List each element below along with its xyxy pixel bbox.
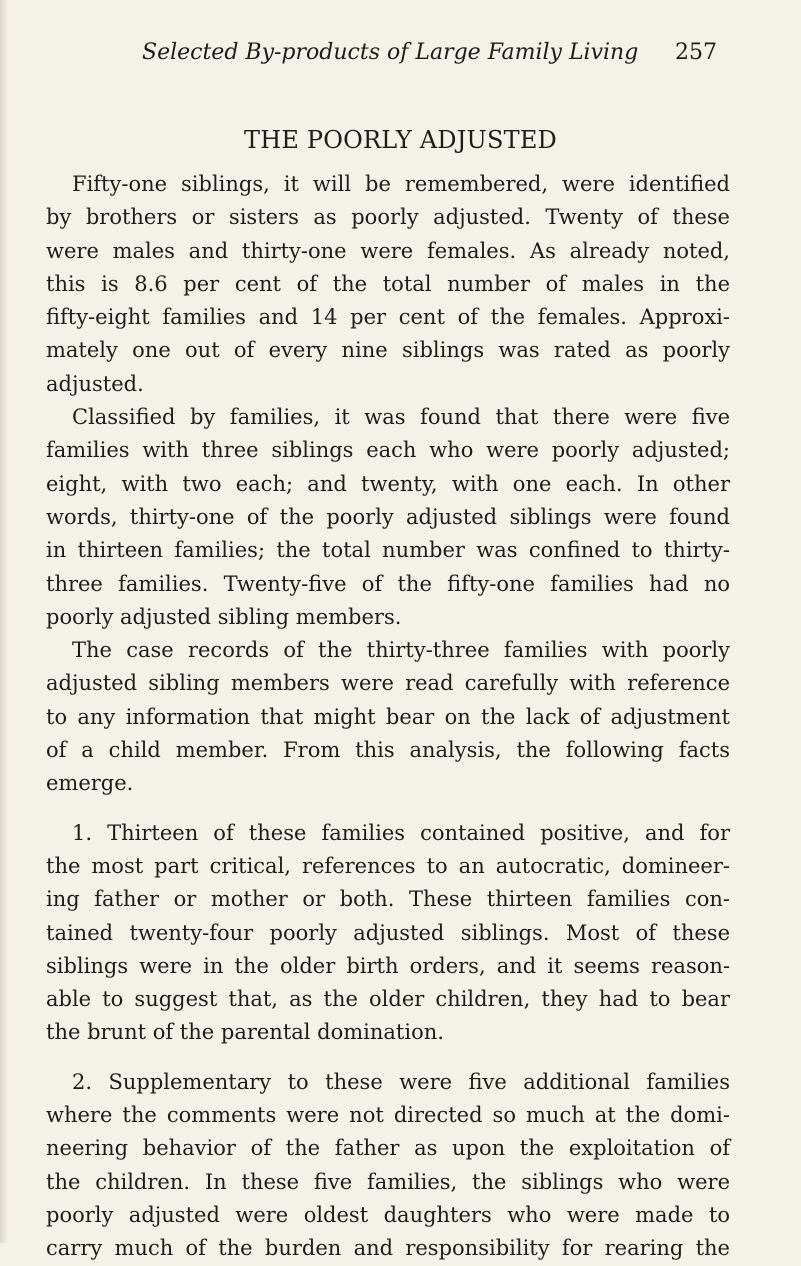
text-line: of a child member. From this analysis, the following facts — [46, 738, 730, 763]
text-line: families with three siblings each who were poorly adjusted; — [46, 438, 730, 463]
text-line: the brunt of the parental domination. — [46, 1020, 444, 1045]
numbered-item-1 — [46, 817, 730, 1050]
text-line: Classified by families, it was found that there were five — [72, 405, 730, 430]
text-line: able to suggest that, as the older children, they had to bear — [46, 987, 730, 1012]
text-line: tained twenty-four poorly adjusted siblings. Most of these — [46, 920, 730, 945]
text-line: were males and thirty-one were females. As already noted, — [46, 238, 730, 263]
text-line: mately one out of every nine siblings was rated as poorly — [46, 338, 730, 363]
text-line: three families. Twenty-five of the fifty-one families had no — [46, 571, 730, 596]
text-line: 2. Supplementary to these were five additional families — [72, 1069, 730, 1094]
text-line: 1. Thirteen of these families contained positive, and for — [72, 820, 730, 845]
numbered-item-2 — [46, 1066, 730, 1266]
text-line: the children. In these five families, the siblings who were — [46, 1169, 730, 1194]
list-spacing — [46, 801, 730, 817]
running-header — [0, 39, 801, 71]
text-line: this is 8.6 per cent of the total number of males in the — [46, 271, 730, 296]
text-line: in thirteen families; the total number was confined to thirty- — [46, 538, 730, 563]
text-line: ing father or mother or both. These thirteen families con- — [46, 887, 730, 912]
paragraph-poorly-adjusted-summary — [46, 168, 730, 401]
text-line: to any information that might bear on the lack of adjustment — [46, 704, 730, 729]
page-number: 257 — [675, 40, 717, 65]
text-line: poorly adjusted sibling members. — [46, 604, 402, 629]
text-line: fifty-eight families and 14 per cent of the females. Approxi- — [46, 305, 730, 330]
paragraph-family-classification — [46, 401, 730, 634]
text-line: The case records of the thirty-three families with poorly — [72, 638, 730, 663]
text-line: emerge. — [46, 771, 134, 796]
text-line: Fifty-one siblings, it will be remembered, were identified — [72, 172, 730, 196]
running-title: Selected By-products of Large Family Living — [142, 40, 639, 65]
text-line: neering behavior of the father as upon the exploitation of — [46, 1136, 730, 1161]
text-line: where the comments were not directed so much at the domi- — [46, 1103, 730, 1128]
text-line: the most part critical, references to an autocratic, domineer- — [46, 853, 730, 878]
text-line: words, thirty-one of the poorly adjusted siblings were found — [46, 504, 730, 529]
text-line: adjusted. — [46, 371, 144, 396]
text-line: carry much of the burden and responsibility for rearing the — [46, 1236, 730, 1261]
text-line: poorly adjusted were oldest daughters who were made to — [46, 1202, 730, 1227]
list-spacing — [46, 1050, 730, 1066]
text-line: siblings were in the older birth orders, and it seems reason- — [46, 953, 730, 978]
page-edge — [0, 0, 8, 1243]
body-text — [46, 168, 730, 1266]
text-line: eight, with two each; and twenty, with one each. In other — [46, 471, 730, 496]
text-line: by brothers or sisters as poorly adjusted. Twenty of these — [46, 205, 730, 230]
text-line: adjusted sibling members were read carefully with reference — [46, 671, 730, 696]
section-title: THE POORLY ADJUSTED — [244, 126, 557, 154]
paragraph-case-records — [46, 634, 730, 800]
